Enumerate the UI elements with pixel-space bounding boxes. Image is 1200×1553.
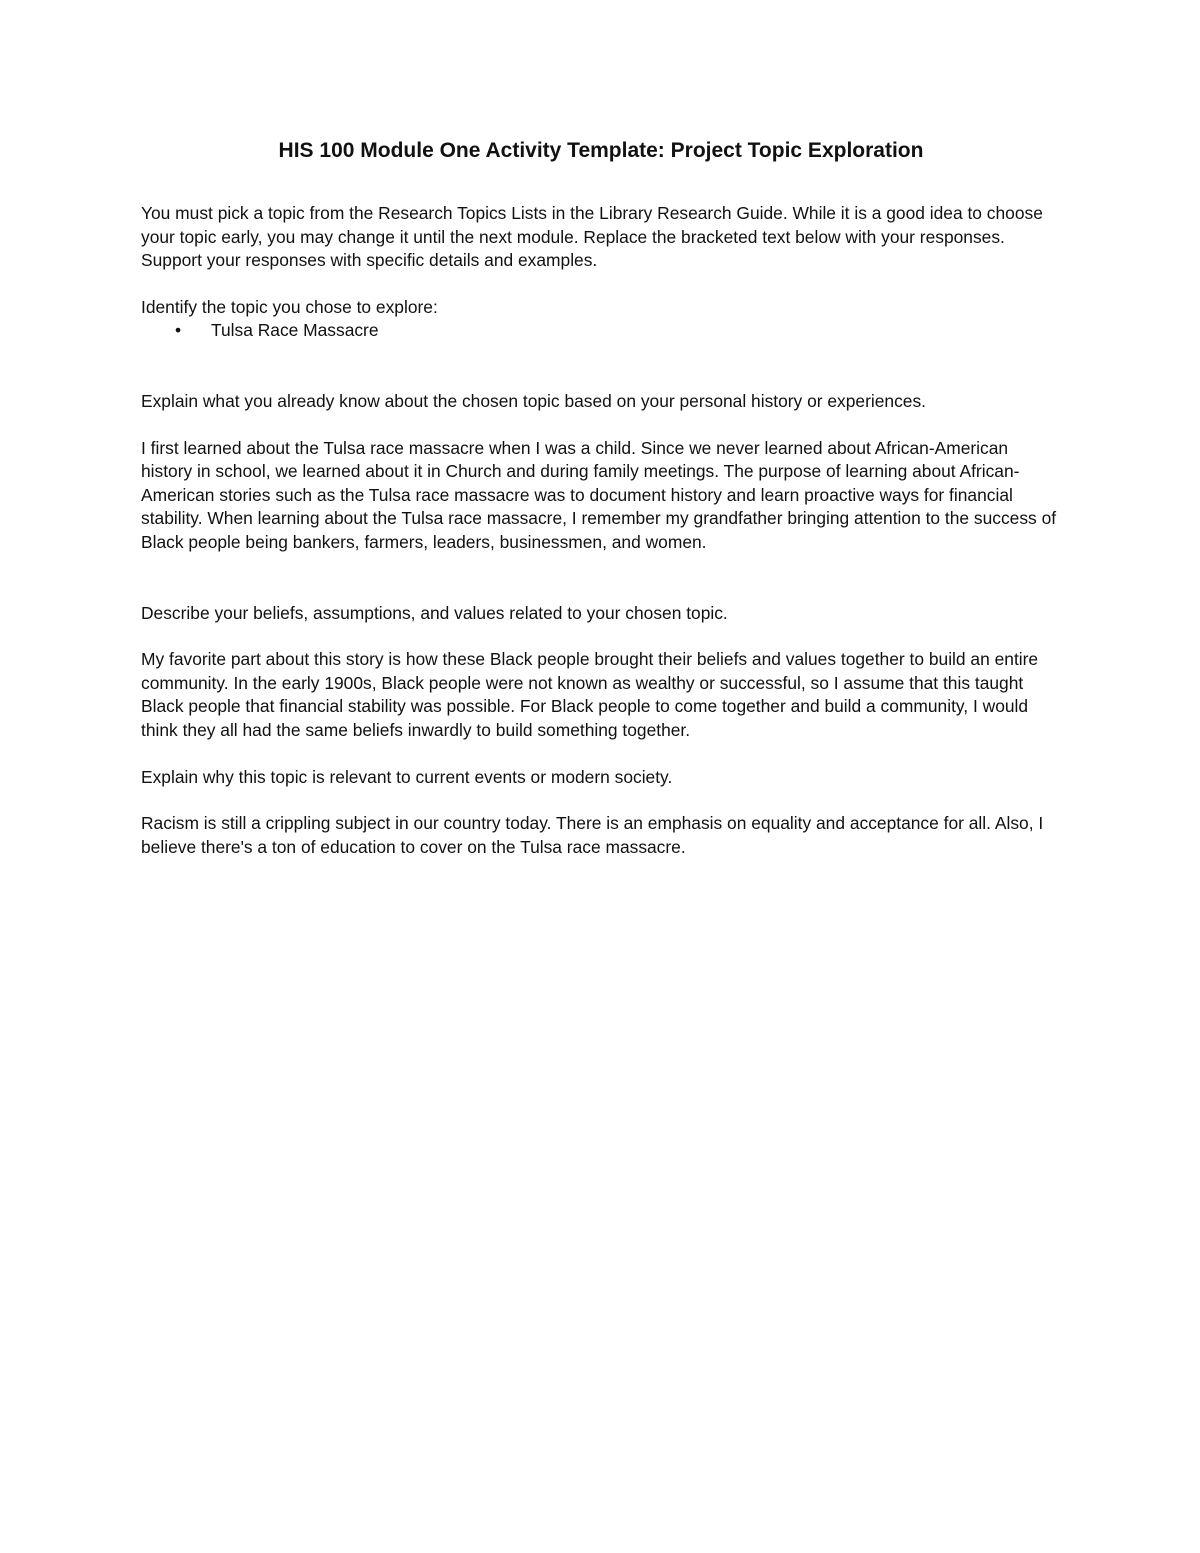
question-beliefs: Describe your beliefs, assumptions, and values related to your chosen topic. xyxy=(141,602,728,623)
topic-text: Tulsa Race Massacre xyxy=(211,320,379,341)
page-title: HIS 100 Module One Activity Template: Project Topic Exploration xyxy=(278,139,924,162)
question-relevance: Explain why this topic is relevant to current events or modern society. xyxy=(141,766,673,787)
topic-list xyxy=(141,319,1061,343)
answer-relevance: Racism is still a crippling subject in our country today. There is an emphasis on equality and acceptance for all. Also, I believe there's a ton of education to cover on the Tulsa race massacre. xyxy=(141,813,1044,857)
instructions-paragraph: You must pick a topic from the Research Topics Lists in the Library Research Guide. While it is a good idea to choose your topic early, you may change it until the next module. Replace the bracketed text below with your responses. Support your responses with specific details and examples. xyxy=(141,203,1043,271)
document-body xyxy=(141,136,1061,882)
topic-prompt: Identify the topic you chose to explore: xyxy=(141,296,438,317)
question-prior-knowledge: Explain what you already know about the chosen topic based on your personal history or experiences. xyxy=(141,390,926,411)
list-item xyxy=(141,319,1061,343)
answer-prior-knowledge: I first learned about the Tulsa race massacre when I was a child. Since we never learned about African-American history in school, we learned about it in Church and during family meetings. The purpose of learning about African-American stories such as the Tulsa race massacre was to document history and learn proactive ways for financial stability. When learning about the Tulsa race massacre, I remember my grandfather bringing attention to the success of Black people being bankers, farmers, leaders, businessmen, and women. xyxy=(141,437,1057,552)
answer-beliefs: My favorite part about this story is how these Black people brought their beliefs and values together to build an entire community. In the early 1900s, Black people were not known as wealthy or successful, so I assume that this taught Black people that financial stability was possible. For Black people to come together and build a community, I would think they all had the same beliefs inwardly to build something together. xyxy=(141,649,1039,740)
bullet-icon: • xyxy=(175,320,182,341)
